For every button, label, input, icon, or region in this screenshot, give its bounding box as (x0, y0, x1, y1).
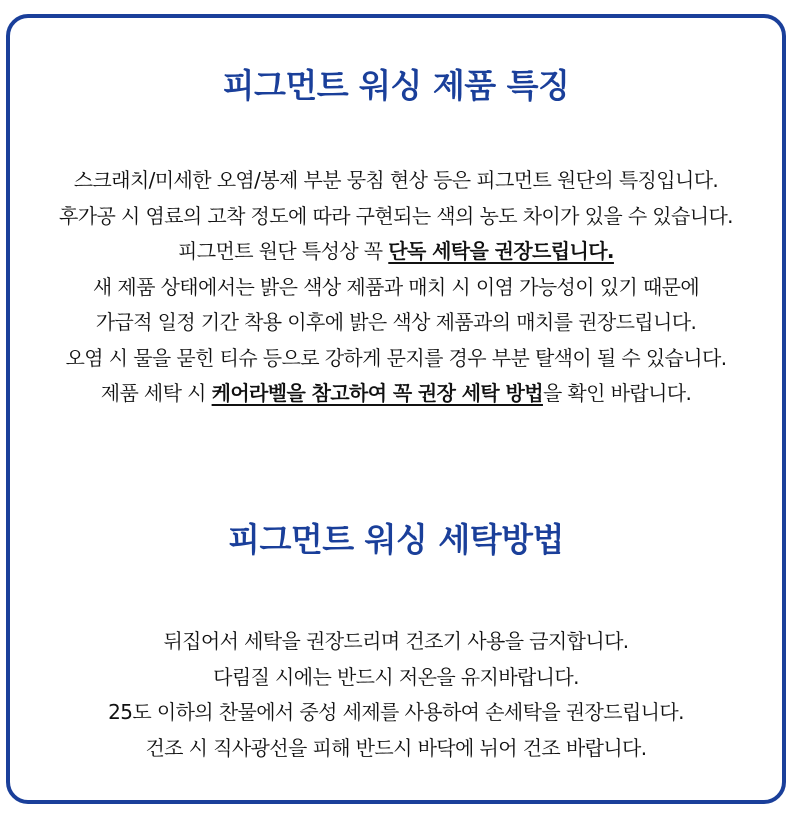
features-line-text: 제품 세탁 시 (100, 381, 212, 405)
info-card (6, 14, 786, 804)
washing-line: 뒤집어서 세탁을 권장드리며 건조기 사용을 금지합니다. (163, 629, 629, 653)
washing-line: 건조 시 직사광선을 피해 반드시 바닥에 뉘어 건조 바랍니다. (145, 735, 647, 760)
features-line: 가급적 일정 기간 착용 이후에 밝은 색상 제품과의 매치를 권장드립니다. (95, 310, 697, 334)
features-line (10, 234, 782, 270)
features-text (10, 163, 782, 412)
features-title: 피그먼트 워싱 제품 특징 (222, 66, 570, 105)
single-wash-emphasis: 단독 세탁을 권장드립니다. (388, 239, 614, 263)
washing-method-title: 피그먼트 워싱 세탁방법 (228, 520, 564, 559)
features-line: 새 제품 상태에서는 밝은 색상 제품과 매치 시 이염 가능성이 있기 때문에 (92, 274, 700, 299)
features-line-text: 피그먼트 원단 특성상 꼭 (178, 239, 389, 263)
features-line: 오염 시 물을 묻힌 티슈 등으로 강하게 문지를 경우 부분 탈색이 될 수 있습니다. (65, 345, 727, 370)
washing-line: 25도 이하의 찬물에서 중성 세제를 사용하여 손세탁을 권장드립니다. (108, 700, 684, 724)
care-label-emphasis: 케어라벨을 참고하여 꼭 권장 세탁 방법 (211, 381, 543, 405)
washing-line: 다림질 시에는 반드시 저온을 유지바랍니다. (213, 664, 579, 689)
features-line: 후가공 시 염료의 고착 정도에 따라 구현되는 색의 농도 차이가 있을 수 있습니다. (59, 203, 733, 228)
washing-method-text (10, 624, 782, 766)
features-line: 스크래치/미세한 오염/봉제 부분 뭉침 현상 등은 피그먼트 원단의 특징입니다. (73, 168, 719, 192)
features-line (10, 376, 782, 412)
features-line-text: 을 확인 바랍니다. (542, 381, 692, 405)
